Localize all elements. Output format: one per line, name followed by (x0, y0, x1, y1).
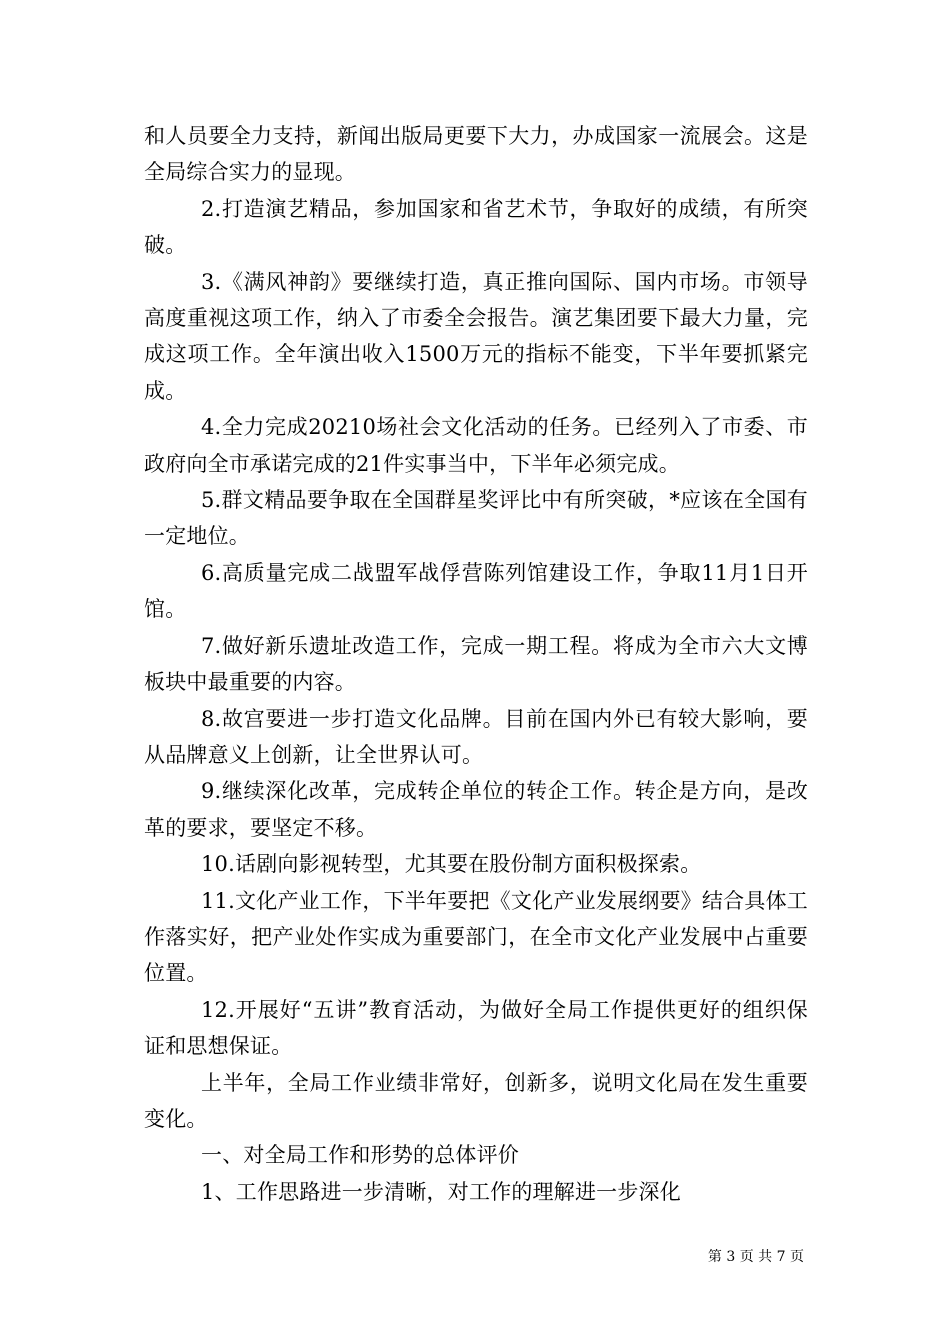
page-number-footer: 第 3 页 共 7 页 (707, 1249, 804, 1265)
paragraph-3: 3.《满风神韵》要继续打造，真正推向国际、国内市场。市领导高度重视这项工作，纳入了市委全会报告。演艺集团要下最大力量，完成这项工作。全年演出收入1500万元的指标不能变，下半年要抓紧完成。 (144, 269, 808, 403)
paragraph-8: 8.故宫要进一步打造文化品牌。目前在国内外已有较大影响，要从品牌意义上创新，让全世界认可。 (144, 706, 808, 767)
document-body (144, 118, 808, 1210)
section-heading: 一、对全局工作和形势的总体评价 (201, 1143, 519, 1168)
paragraph-13: 上半年，全局工作业绩非常好，创新多，说明文化局在发生重要变化。 (144, 1070, 808, 1131)
paragraph-5: 5.群文精品要争取在全国群星奖评比中有所突破，*应该在全国有一定地位。 (144, 488, 808, 549)
paragraph-2: 2.打造演艺精品，参加国家和省艺术节，争取好的成绩，有所突破。 (144, 196, 808, 258)
paragraph-11: 11.文化产业工作，下半年要把《文化产业发展纲要》结合具体工作落实好，把产业处作实成为重要部门，在全市文化产业发展中占重要位置。 (144, 888, 808, 986)
subsection-heading: 1、工作思路进一步清晰，对工作的理解进一步深化 (201, 1179, 681, 1204)
paragraph-7: 7.做好新乐遗址改造工作，完成一期工程。将成为全市六大文博板块中最重要的内容。 (144, 633, 808, 695)
paragraph-1: 和人员要全力支持，新闻出版局更要下大力，办成国家一流展会。这是全局综合实力的显现。 (144, 124, 808, 185)
paragraph-12: 12.开展好“五讲”教育活动，为做好全局工作提供更好的组织保证和思想保证。 (144, 997, 808, 1059)
paragraph-4: 4.全力完成20210场社会文化活动的任务。已经列入了市委、市政府向全市承诺完成的21件实事当中，下半年必须完成。 (144, 415, 808, 476)
paragraph-9: 9.继续深化改革，完成转企单位的转企工作。转企是方向，是改革的要求，要坚定不移。 (144, 779, 808, 840)
paragraph-10: 10.话剧向影视转型，尤其要在股份制方面积极探索。 (201, 852, 702, 877)
paragraph-6: 6.高质量完成二战盟军战俘营陈列馆建设工作，争取11月1日开馆。 (144, 560, 808, 622)
